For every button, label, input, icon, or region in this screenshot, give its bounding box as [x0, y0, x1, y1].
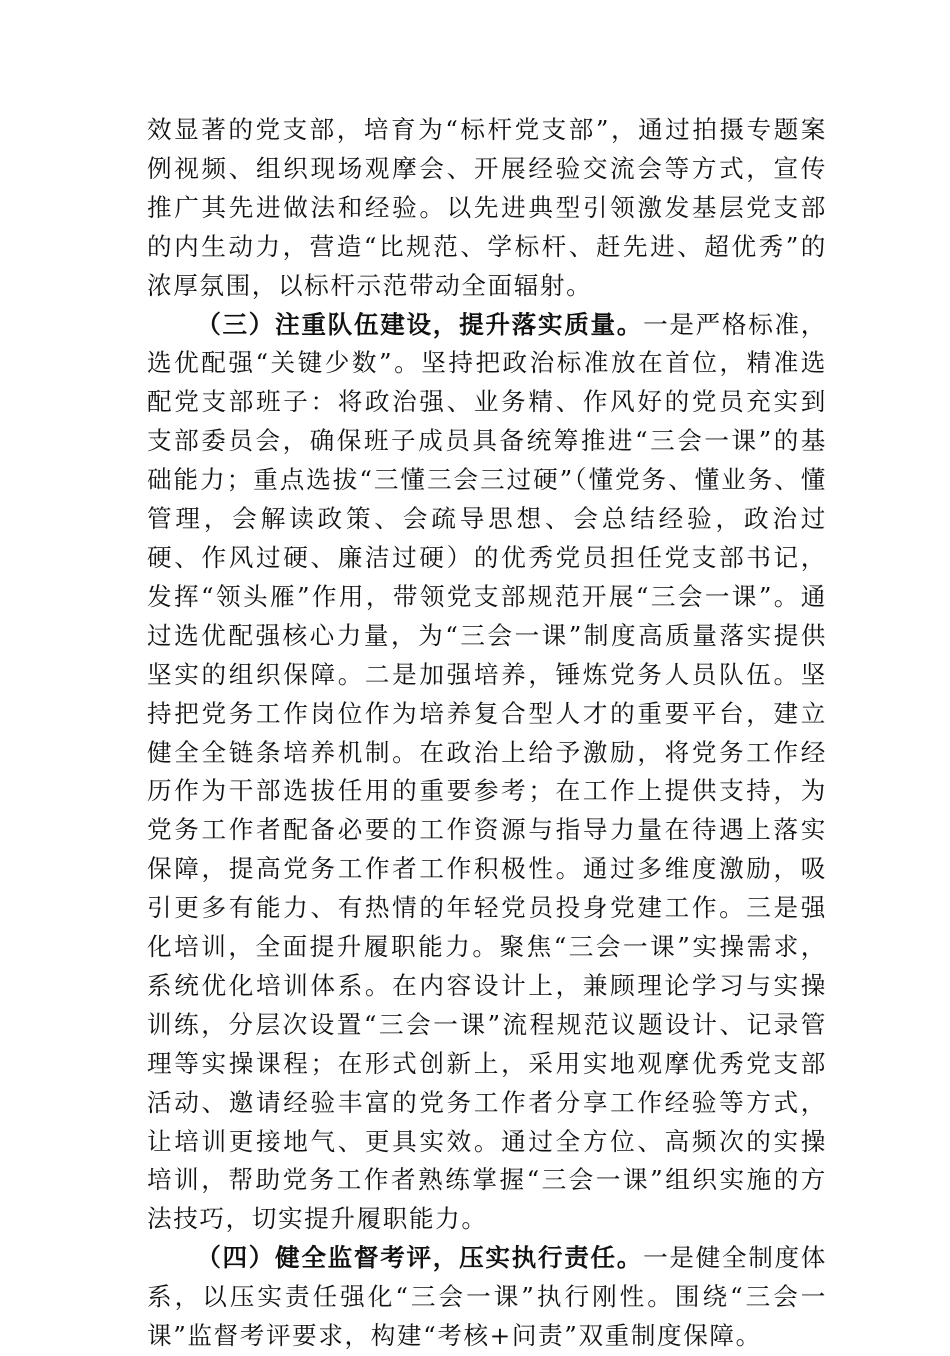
paragraph-text: 一是严格标准，选优配强“关键少数”。坚持把政治标准放在首位，精准选配党支部班子：将政治强、业务精、作风好的党员充实到支部委员会，确保班子成员具备统筹推进“三会一课”的基础能力；重点选拔“三懂三会三过硬”（懂党务、懂业务、懂管理，会解读政策、会疏导思想、会总结经验，政治过硬、作风过硬、廉洁过硬）的优秀党员担任党支部书记，发挥“领头雁”作用，带领党支部规范开展“三会一课”。通过选优配强核心力量，为“三会一课”制度高质量落实提供坚实的组织保障。二是加强培养，锤炼党务人员队伍。坚持把党务工作岗位作为培养复合型人才的重要平台，建立健全全链条培养机制。在政治上给予激励，将党务工作经历作为干部选拔任用的重要参考；在工作上提供支持，为党务工作者配备必要的工作资源与指导力量在待遇上落实保障，提高党务工作者工作积极性。通过多维度激励，吸引更多有能力、有热情的年轻党员投身党建工作。三是强化培训，全面提升履职能力。聚焦“三会一课”实操需求，系统优化培训体系。在内容设计上，兼顾理论学习与实操训练，分层次设置“三会一课”流程规范议题设计、记录管理等实操课程；在形式创新上，采用实地观摩优秀党支部活动、邀请经验丰富的党务工作者分享工作经验等方式，让培训更接地气、更具实效。通过全方位、高频次的实操培训，帮助党务工作者熟练掌握“三会一课”组织实施的方法技巧，切实提升履职能力。 — [147, 309, 827, 1234]
document-body — [147, 111, 827, 1356]
paragraph-section-three — [147, 306, 827, 1240]
paragraph-text: 效显著的党支部，培育为“标杆党支部”，通过拍摄专题案例视频、组织现场观摩会、开展经验交流会等方式，宣传推广其先进做法和经验。以先进典型引领激发基层党支部的内生动力，营造“比规范、学标杆、赶先进、超优秀”的浓厚氛围，以标杆示范带动全面辐射。 — [147, 115, 827, 300]
paragraph-continuation — [147, 111, 827, 306]
section-heading: （四）健全监督考评，压实执行责任。 — [196, 1243, 644, 1273]
section-heading: （三）注重队伍建设，提升落实质量。 — [196, 309, 644, 339]
paragraph-section-four — [147, 1239, 827, 1356]
paragraph-text: 一是健全制度体系，以压实责任强化“三会一课”执行刚性。围绕“三会一课”监督考评要求，构建“考核+问责”双重制度保障。 — [147, 1243, 827, 1351]
